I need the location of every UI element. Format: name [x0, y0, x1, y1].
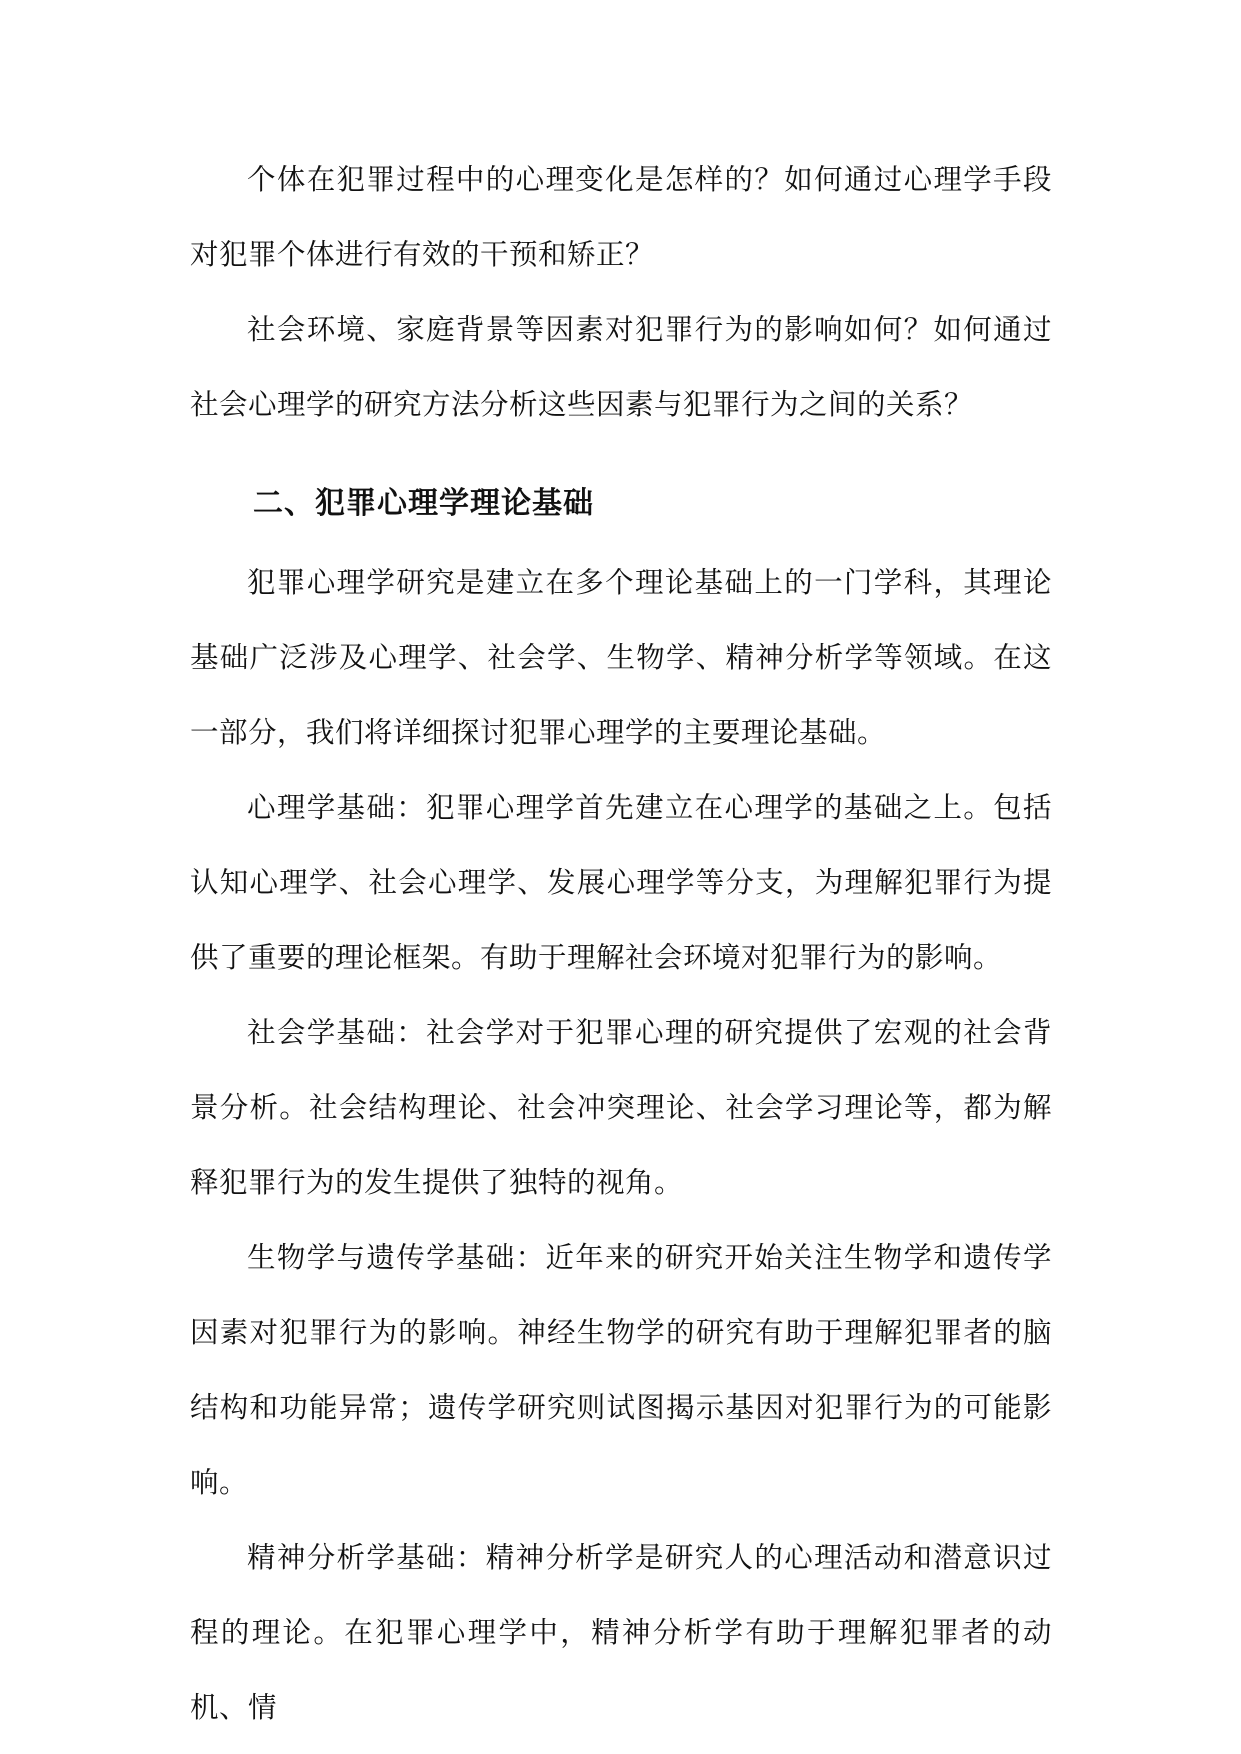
- paragraph-psychological-change-question: 个体在犯罪过程中的心理变化是怎样的？如何通过心理学手段对犯罪个体进行有效的干预和矫正？: [190, 163, 1052, 271]
- section-heading: 二、犯罪心理学理论基础: [253, 486, 594, 521]
- paragraph-psychology-basis: 心理学基础：犯罪心理学首先建立在心理学的基础之上。包括认知心理学、社会心理学、发展心理学等分支，为理解犯罪行为提供了重要的理论框架。有助于理解社会环境对犯罪行为的影响。: [190, 791, 1052, 974]
- paragraph-sociology-basis: 社会学基础：社会学对于犯罪心理的研究提供了宏观的社会背景分析。社会结构理论、社会冲突理论、社会学习理论等，都为解释犯罪行为的发生提供了独特的视角。: [190, 1016, 1052, 1199]
- paragraph-social-environment-question: 社会环境、家庭背景等因素对犯罪行为的影响如何？如何通过社会心理学的研究方法分析这些因素与犯罪行为之间的关系？: [190, 313, 1052, 421]
- paragraph-psychoanalysis-basis: 精神分析学基础：精神分析学是研究人的心理活动和潜意识过程的理论。在犯罪心理学中，精神分析学有助于理解犯罪者的动机、情: [190, 1541, 1052, 1724]
- paragraph-theory-intro: 犯罪心理学研究是建立在多个理论基础上的一门学科，其理论基础广泛涉及心理学、社会学、生物学、精神分析学等领域。在这一部分，我们将详细探讨犯罪心理学的主要理论基础。: [190, 566, 1052, 749]
- paragraph-biology-genetics-basis: 生物学与遗传学基础：近年来的研究开始关注生物学和遗传学因素对犯罪行为的影响。神经生物学的研究有助于理解犯罪者的脑结构和功能异常；遗传学研究则试图揭示基因对犯罪行为的可能影响。: [190, 1241, 1052, 1499]
- document-body: [190, 142, 1052, 1745]
